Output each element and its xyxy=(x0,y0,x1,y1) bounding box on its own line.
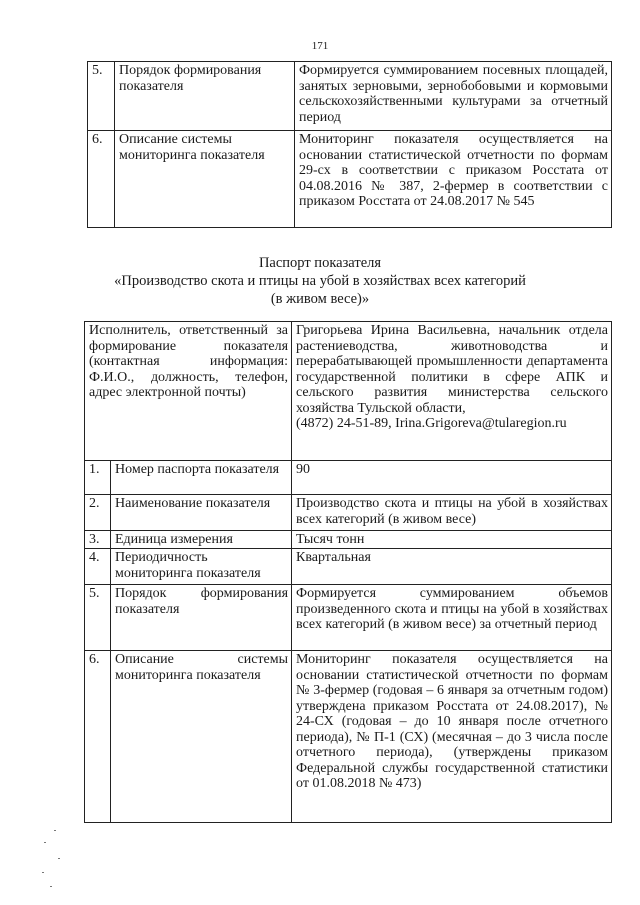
passport-title-line: (в живом весе)» xyxy=(270,291,370,307)
row-number: 2. xyxy=(85,495,111,531)
row-value: Тысяч тонн xyxy=(292,531,612,549)
table-row xyxy=(85,495,612,531)
table-row xyxy=(85,461,612,495)
indicator-continuation-table xyxy=(87,61,612,228)
scan-specks xyxy=(40,828,100,898)
row-number: 3. xyxy=(85,531,111,549)
table-row xyxy=(88,62,612,131)
row-number: 5. xyxy=(85,585,111,651)
table-row xyxy=(85,651,612,823)
responsible-row xyxy=(85,322,612,461)
row-name: Описание системы мониторинга показателя xyxy=(115,131,295,228)
responsible-contact: (4872) 24-51-89, Irina.Grigoreva@tularegion.ru xyxy=(296,416,567,431)
row-value: 90 xyxy=(292,461,612,495)
row-name: Периодичность мониторинга показателя xyxy=(111,549,292,585)
row-name: Наименование показателя xyxy=(111,495,292,531)
row-number: 1. xyxy=(85,461,111,495)
row-name: Описание системы мониторинга показателя xyxy=(111,651,292,823)
row-name: Порядок формирования показателя xyxy=(111,585,292,651)
passport-title xyxy=(0,254,640,308)
responsible-value: Григорьева Ирина Васильевна, начальник отдела растениеводства, животноводства и перерабатывающей промышленности департамента государственной политики в сфере АПК и сельского развития министерства сельского хозяйства Тульской области, xyxy=(296,323,609,416)
passport-title-line: «Производство скота и птицы на убой в хозяйствах всех категорий xyxy=(114,273,526,289)
row-value: Формируется суммированием объемов произведенного скота и птицы на убой в хозяйствах всех категорий (в живом весе) за отчетный период xyxy=(292,585,612,651)
row-number: 6. xyxy=(88,131,115,228)
page-number: 171 xyxy=(311,40,329,52)
row-name: Номер паспорта показателя xyxy=(111,461,292,495)
row-value: Мониторинг показателя осуществляется на основании статистической отчетности по формам 29-сх в соответствии с приказом Росстата от 04.08.2016 № 387, 2-фермер в соответствии с приказом Росстата от 24.08.2017 № 545 xyxy=(295,131,612,228)
passport-table xyxy=(84,321,612,823)
row-value: Производство скота и птицы на убой в хозяйствах всех категорий (в живом весе) xyxy=(292,495,612,531)
row-number: 6. xyxy=(85,651,111,823)
row-number: 4. xyxy=(85,549,111,585)
responsible-label: Исполнитель, ответственный за формирование показателя (контактная информация: Ф.И.О., должность, телефон, адрес электронной почты) xyxy=(85,322,292,461)
table-row xyxy=(85,531,612,549)
responsible-value-cell xyxy=(292,322,612,461)
row-name: Единица измерения xyxy=(111,531,292,549)
row-value: Мониторинг показателя осуществляется на основании статистической отчетности по формам № 3-фермер (годовая – 6 января за отчетным годом) утверждена приказом Росстата от 24.08.2017), № 24-СХ (годовая – до 10 января после отчетного периода), № П-1 (СХ) (месячная – до 3 числа после отчетного периода), (утверждены приказом Федеральной службы государственной статистики от 01.08.2018 № 473) xyxy=(292,651,612,823)
table-row xyxy=(85,549,612,585)
row-value: Квартальная xyxy=(292,549,612,585)
row-name: Порядок формирования показателя xyxy=(115,62,295,131)
passport-title-line: Паспорт показателя xyxy=(258,255,382,271)
row-number: 5. xyxy=(88,62,115,131)
row-value: Формируется суммированием посевных площадей, занятых зерновыми, зернобобовыми и кормовыми сельскохозяйственными культурами за отчетный период xyxy=(295,62,612,131)
table-row xyxy=(85,585,612,651)
table-row xyxy=(88,131,612,228)
